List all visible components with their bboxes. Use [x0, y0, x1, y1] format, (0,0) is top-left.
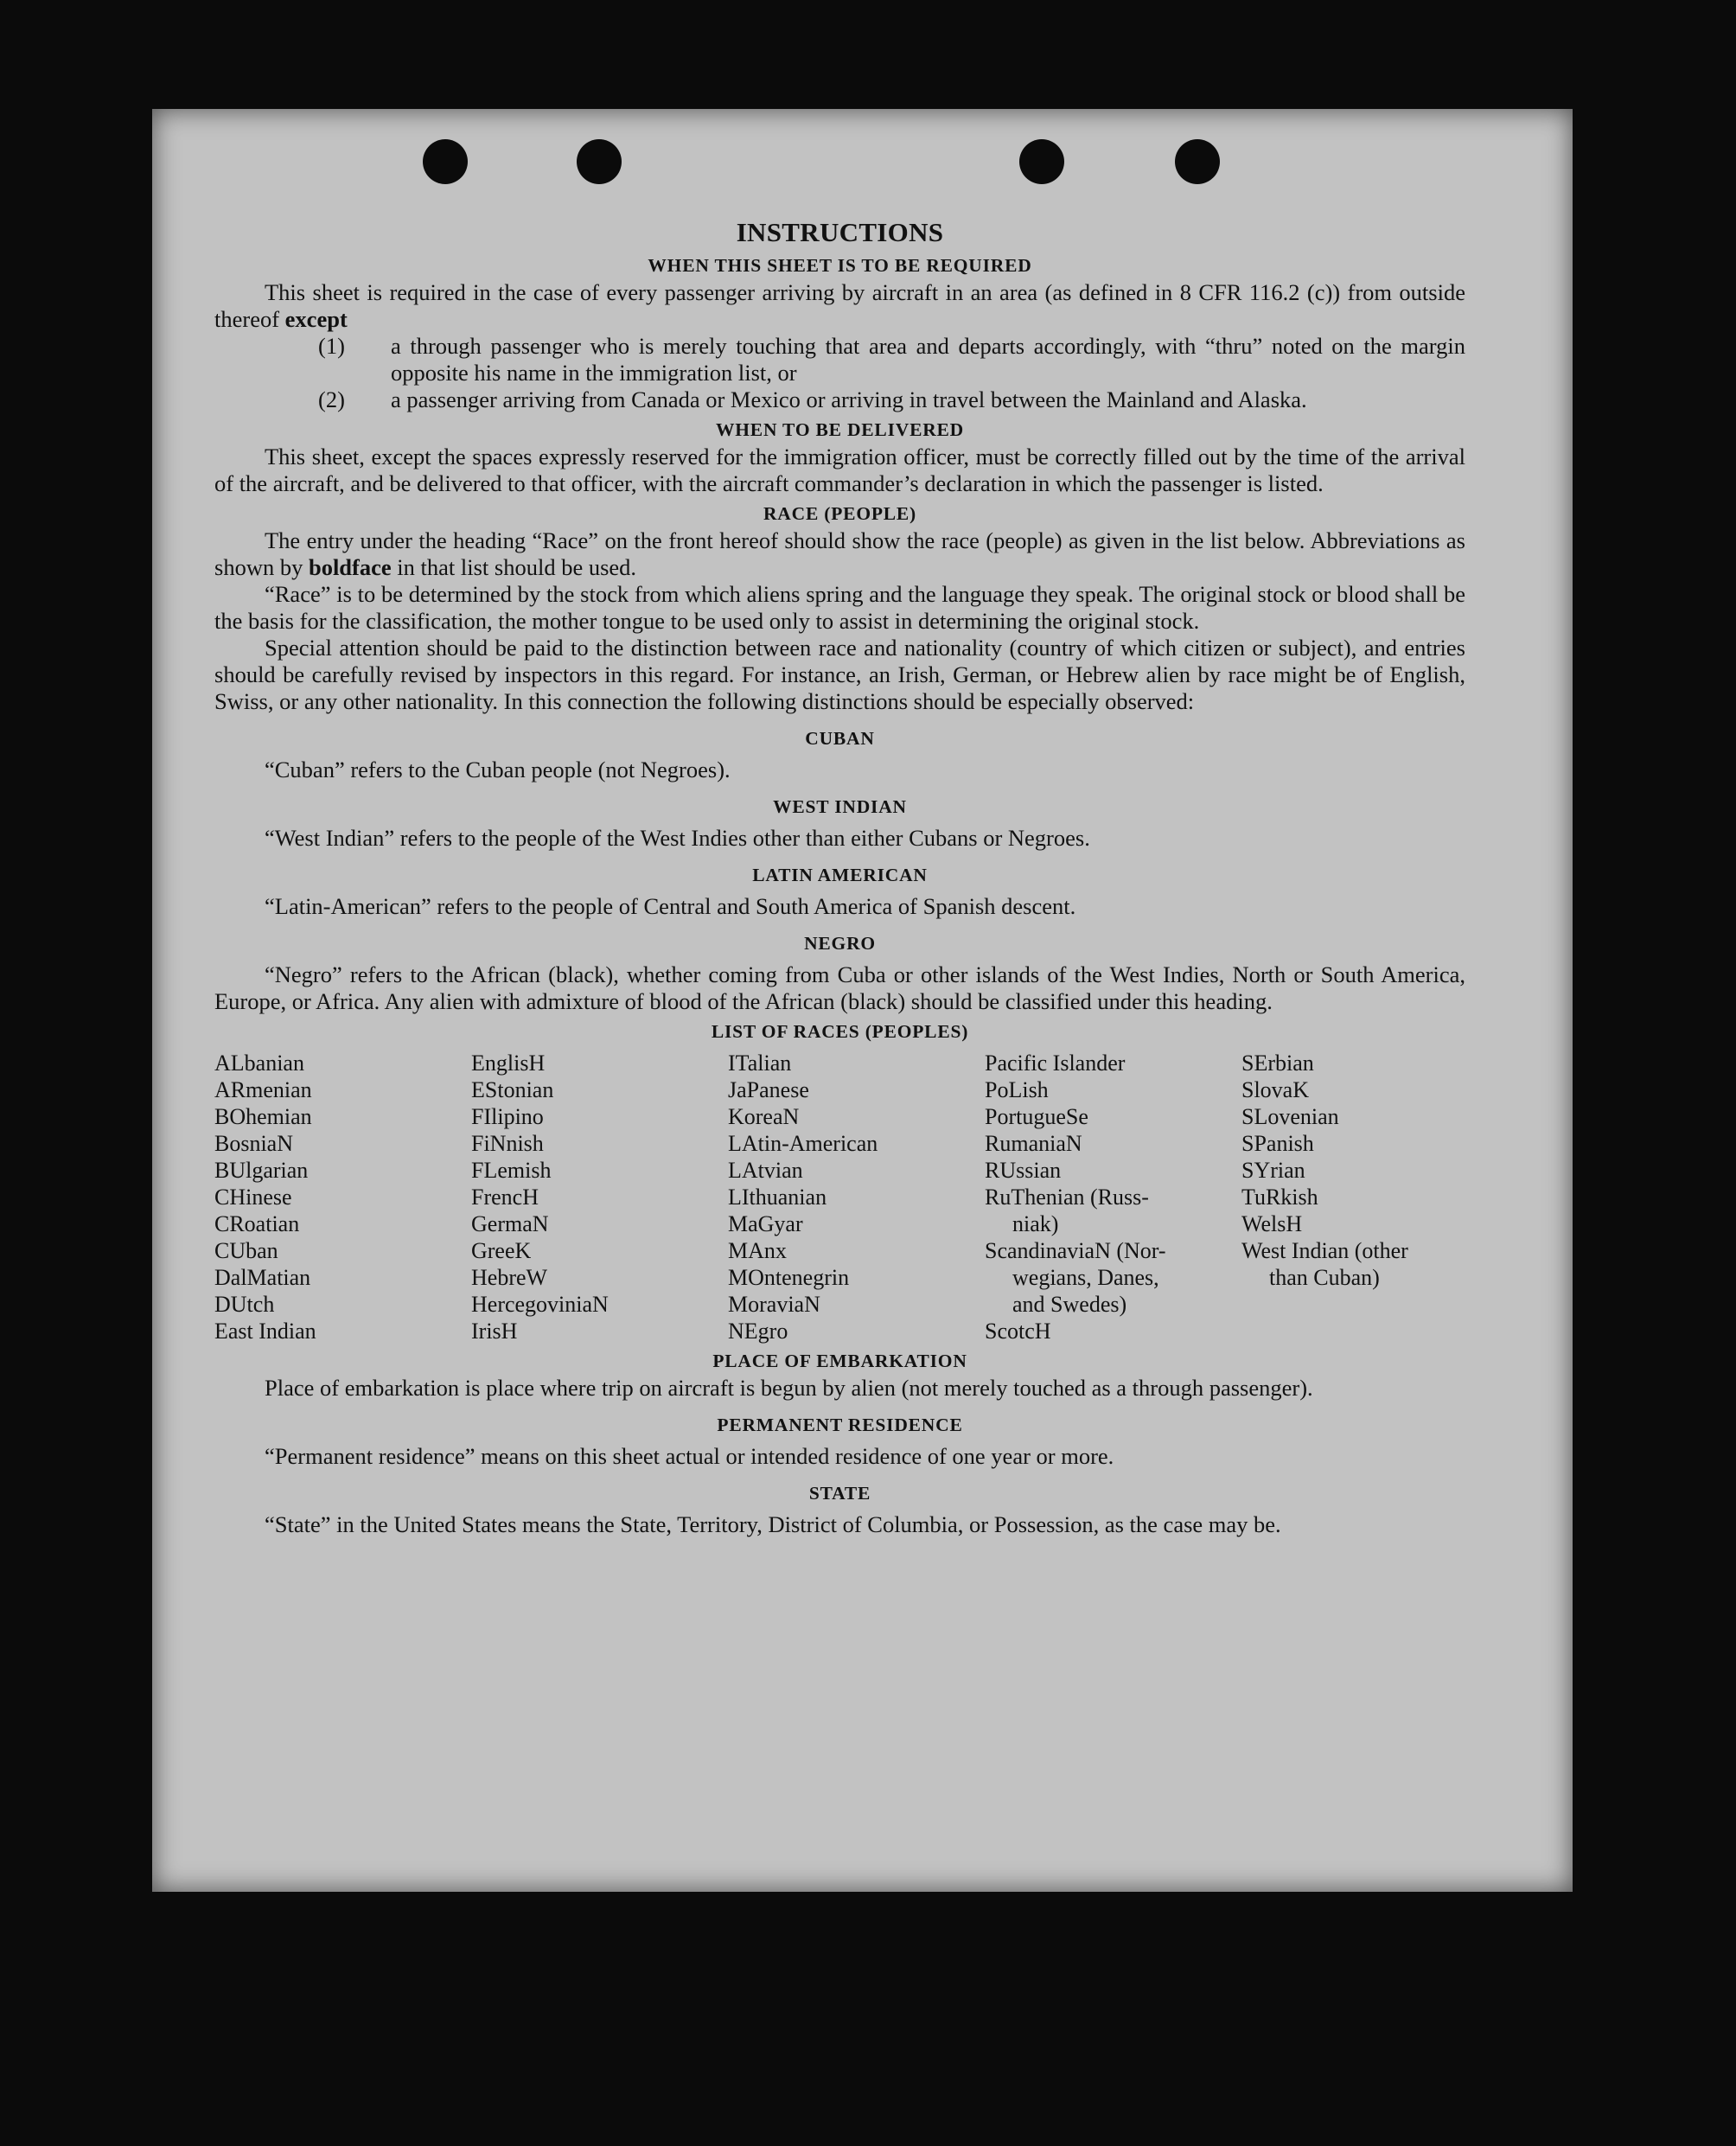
section-heading: NEGRO: [804, 933, 876, 954]
paragraph: “West Indian” refers to the people of the West Indies other than either Cubans or Negroes.: [265, 825, 1090, 851]
section-heading: STATE: [808, 1483, 871, 1504]
punch-hole: [1175, 139, 1220, 184]
race-entry: LAtvian: [728, 1158, 803, 1183]
race-entry: IrisH: [471, 1319, 518, 1344]
race-entry: RuThenian (Russ-: [985, 1185, 1149, 1210]
race-entry: SPanish: [1241, 1131, 1314, 1156]
section-heading: WHEN THIS SHEET IS TO BE REQUIRED: [648, 255, 1032, 276]
race-column: [728, 1050, 985, 1344]
document-sheet: [152, 109, 1573, 1892]
race-entry: FIlipino: [471, 1104, 544, 1129]
race-entry: ALbanian: [214, 1051, 304, 1076]
punch-hole: [423, 139, 468, 184]
paragraph: The entry under the heading “Race” on the front hereof should show the race (people) as given in the list below. Abbreviations as shown by boldface in that list should be used.: [214, 527, 1465, 580]
race-entry: PoLish: [985, 1077, 1049, 1102]
paragraph: This sheet is required in the case of every passenger arriving by aircraft in an area (as defined in 8 CFR 116.2 (c)) from outside thereof except: [214, 279, 1465, 332]
race-entry: FrencH: [471, 1185, 539, 1210]
race-entry: GreeK: [471, 1238, 532, 1263]
paragraph: This sheet, except the spaces expressly reserved for the immigration officer, must be correctly filled out by the time of the arrival of the aircraft, and be delivered to that officer, with the aircraft commander’s declaration in which the passenger is listed.: [214, 444, 1465, 496]
race-entry: than Cuban): [1269, 1265, 1380, 1290]
instructions-content: [214, 216, 1465, 1538]
race-entry: MOntenegrin: [728, 1265, 850, 1290]
race-entry: MAnx: [728, 1238, 787, 1263]
section-heading: WEST INDIAN: [773, 796, 907, 817]
punch-hole: [1019, 139, 1064, 184]
paragraph: Place of embarkation is place where trip on aircraft is begun by alien (not merely touched as a through passenger).: [265, 1375, 1313, 1401]
section-heading: PLACE OF EMBARKATION: [712, 1351, 967, 1371]
race-entry: NEgro: [728, 1319, 788, 1344]
race-entry: ScandinaviaN (Nor-: [985, 1238, 1166, 1263]
race-entry: LAtin-American: [728, 1131, 878, 1156]
race-entry: Pacific Islander: [985, 1051, 1126, 1076]
race-entry: TuRkish: [1241, 1185, 1318, 1210]
page-title: INSTRUCTIONS: [736, 217, 944, 247]
race-entry: wegians, Danes,: [1012, 1265, 1159, 1290]
race-entry: MoraviaN: [728, 1292, 820, 1317]
race-entry: ScotcH: [985, 1319, 1051, 1344]
race-list: [214, 1050, 1465, 1344]
paragraph: “Permanent residence” means on this sheet actual or intended residence of one year or more.: [265, 1443, 1114, 1469]
race-column: [471, 1050, 728, 1344]
race-entry: SlovaK: [1241, 1077, 1309, 1102]
paragraph: “Negro” refers to the African (black), whether coming from Cuba or other islands of the West Indies, North or South America, Europe, or Africa. Any alien with admixture of blood of the African (black) should be classified under this heading.: [214, 961, 1465, 1014]
race-entry: SLovenian: [1241, 1104, 1339, 1129]
race-entry: GermaN: [471, 1211, 549, 1236]
race-entry: PortugueSe: [985, 1104, 1088, 1129]
race-entry: CUban: [214, 1238, 278, 1263]
paragraph: “Latin-American” refers to the people of Central and South America of Spanish descent.: [265, 893, 1076, 919]
race-entry: FLemish: [471, 1158, 552, 1183]
race-entry: LIthuanian: [728, 1185, 827, 1210]
race-entry: SErbian: [1241, 1051, 1314, 1076]
race-entry: EnglisH: [471, 1051, 546, 1076]
paragraph: Special attention should be paid to the distinction between race and nationality (country of which citizen or subject), and entries should be carefully revised by inspectors in this regard. For instance, an Irish, German, or Hebrew alien by race might be of English, Swiss, or any other nationality. In this connection the following distinctions should be especially observed:: [214, 635, 1465, 714]
race-entry: RUssian: [985, 1158, 1062, 1183]
race-entry: CHinese: [214, 1185, 292, 1210]
paragraph: “Cuban” refers to the Cuban people (not Negroes).: [265, 757, 731, 782]
race-entry: and Swedes): [1012, 1292, 1127, 1317]
race-entry: HercegoviniaN: [471, 1292, 609, 1317]
race-entry: BosniaN: [214, 1131, 293, 1156]
race-entry: MaGyar: [728, 1211, 803, 1236]
section-heading: CUBAN: [805, 728, 875, 749]
race-entry: ITalian: [728, 1051, 792, 1076]
race-entry: RumaniaN: [985, 1131, 1082, 1156]
section-heading: PERMANENT RESIDENCE: [717, 1415, 963, 1435]
section-heading: LATIN AMERICAN: [752, 865, 928, 885]
paragraph: “Race” is to be determined by the stock from which aliens spring and the language they speak. The original stock or blood shall be the basis for the classification, the mother tongue to be used only to assist in determining the original stock.: [214, 581, 1465, 634]
race-entry: niak): [1012, 1211, 1059, 1236]
list-item: (1) a through passenger who is merely touching that area and departs accordingly, with “thru” noted on the margin opposite his name in the immigration list, or: [318, 333, 1465, 386]
section-heading: WHEN TO BE DELIVERED: [715, 419, 965, 440]
race-entry: DUtch: [214, 1292, 275, 1317]
race-entry: DalMatian: [214, 1265, 311, 1290]
race-entry: CRoatian: [214, 1211, 300, 1236]
race-entry: EStonian: [471, 1077, 554, 1102]
race-entry: FiNnish: [471, 1131, 544, 1156]
race-entry: East Indian: [214, 1319, 316, 1344]
race-entry: BOhemian: [214, 1104, 312, 1129]
race-entry: SYrian: [1241, 1158, 1305, 1183]
race-column: [985, 1050, 1241, 1344]
paragraph: “State” in the United States means the State, Territory, District of Columbia, or Possession, as the case may be.: [265, 1511, 1281, 1537]
section-heading: LIST OF RACES (PEOPLES): [711, 1021, 969, 1042]
race-column: [1241, 1050, 1465, 1344]
punch-hole: [577, 139, 622, 184]
list-item: (2) a passenger arriving from Canada or Mexico or arriving in travel between the Mainland and Alaska.: [318, 386, 1307, 412]
race-entry: HebreW: [471, 1265, 548, 1290]
race-entry: BUlgarian: [214, 1158, 309, 1183]
section-heading: RACE (PEOPLE): [763, 503, 917, 524]
race-column: [214, 1050, 471, 1344]
race-entry: West Indian (other: [1241, 1238, 1408, 1263]
race-entry: KoreaN: [728, 1104, 800, 1129]
race-entry: JaPanese: [728, 1077, 809, 1102]
race-entry: ARmenian: [214, 1077, 312, 1102]
race-entry: WelsH: [1241, 1211, 1303, 1236]
